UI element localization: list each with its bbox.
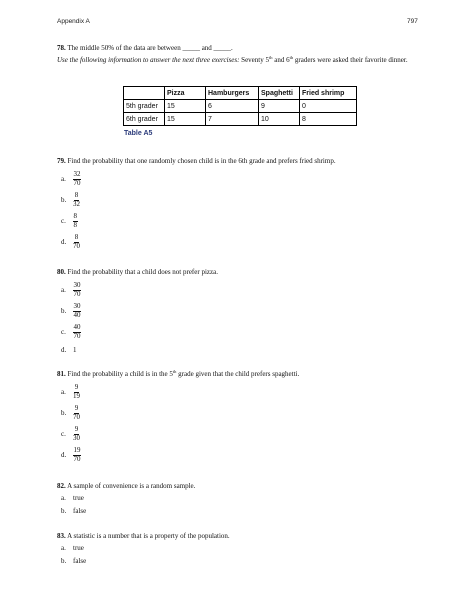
exercise-intro (57, 56, 419, 65)
fraction (73, 324, 81, 340)
table-cell: 7 (206, 113, 259, 126)
fraction (73, 234, 80, 250)
fraction-numerator: 30 (73, 302, 81, 310)
option-81a[interactable] (61, 383, 80, 401)
intro-sup-1: th (268, 55, 273, 60)
fraction (73, 303, 81, 319)
table-cell: 0 (300, 100, 357, 113)
fraction-denominator: 8 (73, 220, 77, 229)
option-label: b. (61, 196, 67, 204)
question-text: A statistic is a number that is a property of the population. (67, 532, 230, 540)
option-label: a. (61, 494, 66, 502)
intro-text-2: and 6 (272, 56, 290, 64)
option-80b[interactable] (61, 302, 81, 320)
fraction-numerator: 40 (73, 323, 81, 331)
option-label: d. (61, 238, 67, 246)
fraction-numerator: 32 (73, 170, 81, 178)
table-cell: 15 (165, 113, 206, 126)
option-label: a. (61, 175, 66, 183)
fraction-numerator: 8 (74, 233, 79, 241)
option-79a[interactable] (61, 170, 81, 188)
fraction-numerator: 9 (74, 425, 79, 433)
fraction-denominator: 70 (73, 289, 81, 298)
option-label: d. (61, 451, 67, 459)
fraction (73, 282, 81, 298)
fraction (73, 426, 80, 442)
option-81b[interactable] (61, 404, 80, 422)
fraction-denominator: 40 (73, 310, 81, 319)
question-number: 81. (57, 370, 66, 378)
table-row (124, 113, 357, 126)
fraction-denominator: 70 (73, 331, 81, 340)
question-text: The middle 50% of the data are between _____ and _____. (67, 44, 233, 52)
running-header-left: Appendix A (57, 18, 90, 25)
fraction (73, 171, 81, 187)
option-label: b. (61, 557, 67, 565)
fraction (73, 384, 80, 400)
option-79d[interactable] (61, 233, 80, 251)
question-81 (57, 370, 299, 379)
option-label: b. (61, 409, 67, 417)
fraction (73, 213, 78, 229)
option-label: c. (61, 217, 66, 225)
option-80c[interactable] (61, 323, 81, 341)
table-header-row (124, 87, 357, 100)
question-text: A sample of convenience is a random sample. (67, 482, 196, 490)
option-label: a. (61, 388, 66, 396)
option-value: false (73, 507, 87, 515)
table-cell: 6 (206, 100, 259, 113)
option-label: d. (61, 346, 67, 354)
question-78 (57, 44, 233, 53)
option-label: a. (61, 286, 66, 294)
option-81c[interactable] (61, 425, 80, 443)
table-row (124, 100, 357, 113)
fraction-numerator: 19 (73, 446, 81, 454)
option-81d[interactable] (61, 446, 81, 464)
option-label: b. (61, 507, 67, 515)
fraction-numerator: 8 (74, 191, 79, 199)
option-label: c. (61, 430, 66, 438)
fraction (73, 405, 80, 421)
table-header-cell (124, 87, 165, 100)
option-83b[interactable] (61, 552, 86, 570)
table-header-cell: Spaghetti (259, 87, 300, 100)
table-cell: 15 (165, 100, 206, 113)
option-79b[interactable] (61, 191, 80, 209)
dinner-preference-table (123, 86, 357, 126)
fraction-numerator: 30 (73, 281, 81, 289)
question-number: 78. (57, 44, 66, 52)
table-cell: 6th grader (124, 113, 165, 126)
table-header-cell: Fried shrimp (300, 87, 357, 100)
table-header-cell: Hamburgers (206, 87, 259, 100)
question-79 (57, 157, 336, 166)
table-cell: 10 (259, 113, 300, 126)
fraction-numerator: 9 (74, 383, 79, 391)
fraction-numerator: 8 (73, 212, 77, 220)
question-text-a: Find the probability a child is in the 5 (67, 370, 173, 378)
option-value: true (73, 494, 84, 502)
fraction (73, 447, 81, 463)
question-number: 83. (57, 532, 66, 540)
fraction-denominator: 70 (73, 178, 81, 187)
option-80a[interactable] (61, 281, 81, 299)
option-label: c. (61, 328, 66, 336)
option-79c[interactable] (61, 212, 78, 230)
question-text-b: grade given that the child prefers spaghetti. (176, 370, 300, 378)
fraction-denominator: 70 (73, 454, 81, 463)
option-value: false (73, 557, 87, 565)
table-header-cell: Pizza (165, 87, 206, 100)
intro-text-1: Seventy 5 (239, 56, 269, 64)
option-label: b. (61, 307, 67, 315)
option-80d[interactable] (61, 341, 77, 359)
fraction-denominator: 70 (73, 241, 80, 250)
intro-sup-2: th (289, 55, 294, 60)
option-82b[interactable] (61, 502, 86, 520)
option-value: 1 (73, 346, 77, 354)
question-sup: th (172, 369, 177, 374)
question-80 (57, 268, 218, 277)
table-cell: 5th grader (124, 100, 165, 113)
fraction-denominator: 70 (73, 412, 80, 421)
fraction (73, 192, 80, 208)
intro-text-3: graders were asked their favorite dinner. (293, 56, 408, 64)
question-number: 80. (57, 268, 66, 276)
table-cell: 8 (300, 113, 357, 126)
page-number: 797 (407, 18, 418, 25)
option-label: a. (61, 544, 66, 552)
table-caption: Table A5 (124, 130, 153, 137)
table-cell: 9 (259, 100, 300, 113)
fraction-numerator: 9 (74, 404, 79, 412)
fraction-denominator: 30 (73, 433, 80, 442)
intro-italic: Use the following information to answer the next three exercises: (57, 56, 240, 64)
option-value: true (73, 544, 84, 552)
question-text: Find the probability that one randomly chosen child is in the 6th grade and prefers fried shrimp. (67, 157, 336, 165)
question-text: Find the probability that a child does not prefer pizza. (67, 268, 218, 276)
fraction-denominator: 19 (73, 391, 80, 400)
question-number: 82. (57, 482, 66, 490)
fraction-denominator: 32 (73, 199, 80, 208)
question-number: 79. (57, 157, 66, 165)
